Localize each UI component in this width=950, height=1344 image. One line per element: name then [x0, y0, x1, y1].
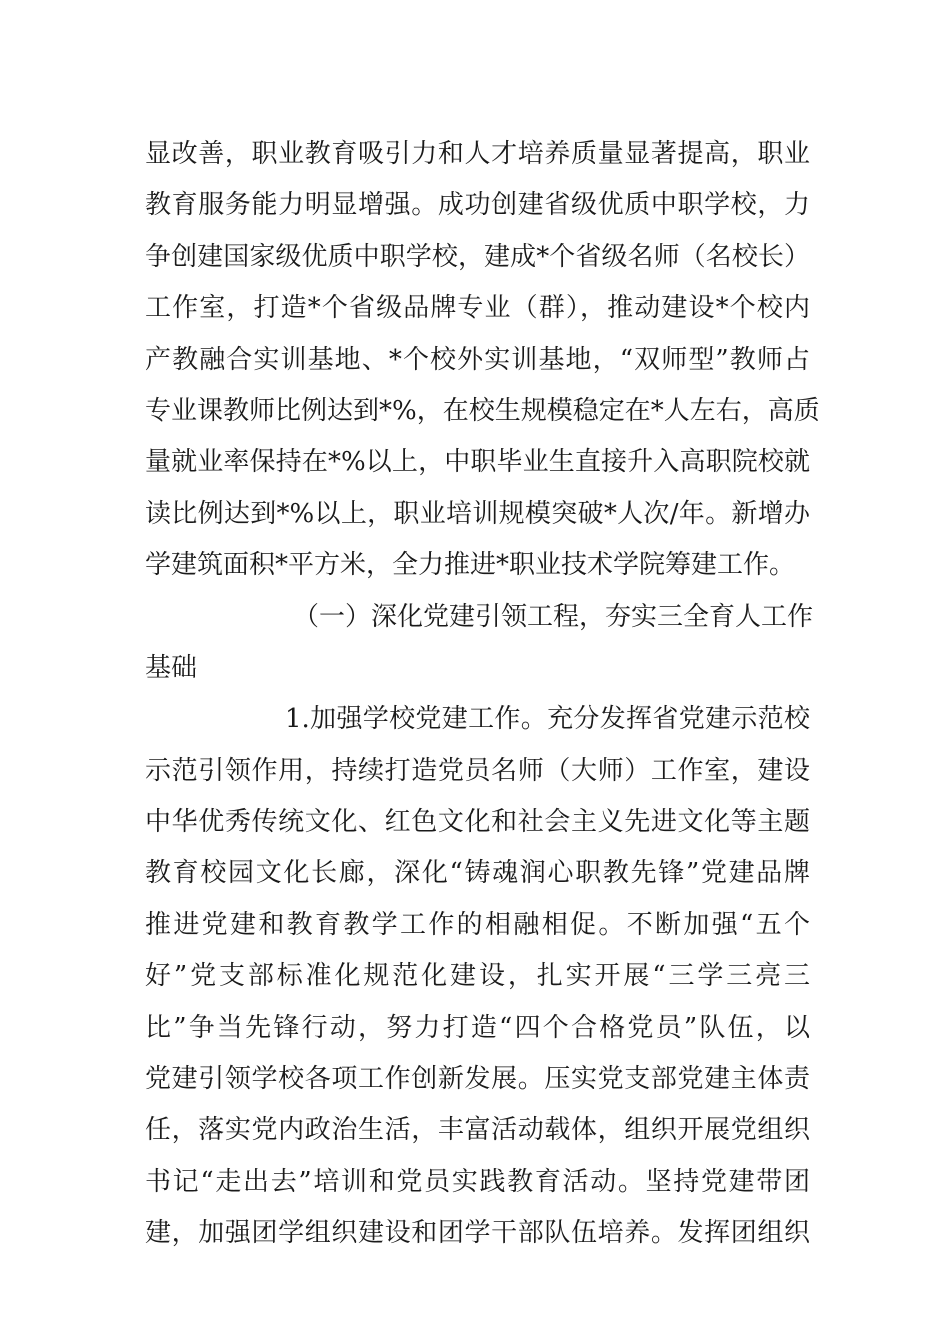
text-line: 党建引领学校各项工作创新发展。压实党支部党建主体责 [145, 1064, 810, 1095]
text-line: 专业课教师比例达到*%，在校生规模稳定在*人左右，高质 [145, 395, 820, 426]
text-line: 好”党支部标准化规范化建设，扎实开展“三学三亮三 [145, 961, 810, 992]
section-heading-line: （一）深化党建引领工程，夯实三全育人工作 [293, 601, 814, 632]
text-line: 比”争当先锋行动，努力打造“四个合格党员”队伍，以 [145, 1012, 810, 1043]
text-line: 推进党建和教育教学工作的相融相促。不断加强“五个 [145, 909, 810, 940]
text-line: 争创建国家级优质中职学校，建成*个省级名师（名校长） [145, 241, 810, 272]
text-line: 示范引领作用，持续打造党员名师（大师）工作室，建设 [145, 755, 810, 786]
text-line: 读比例达到*%以上，职业培训规模突破*人次/年。新增办 [145, 498, 810, 529]
paragraph-goals [145, 129, 820, 1260]
text-line: 教育服务能力明显增强。成功创建省级优质中职学校，力 [145, 190, 810, 221]
text-line: 显改善，职业教育吸引力和人才培养质量显著提高，职业 [145, 139, 810, 169]
text-line: 教育校园文化长廊，深化“铸魂润心职教先锋”党建品牌 [145, 858, 810, 889]
text-line: 学建筑面积*平方米，全力推进*职业技术学院筹建工作。 [145, 550, 796, 581]
section-heading-line: 基础 [145, 652, 198, 683]
text-line: 产教融合实训基地、*个校外实训基地，“双师型”教师占 [145, 344, 810, 375]
text-line: 建，加强团学组织建设和团学干部队伍培养。发挥团组织 [145, 1218, 810, 1249]
text-line: 书记“走出去”培训和党员实践教育活动。坚持党建带团 [145, 1166, 810, 1197]
text-line: 工作室，打造*个省级品牌专业（群），推动建设*个校内 [145, 293, 810, 324]
text-line: 中华优秀传统文化、红色文化和社会主义先进文化等主题 [145, 807, 810, 838]
item-heading-line: 1.加强学校党建工作。充分发挥省党建示范校 [285, 704, 810, 735]
text-line: 量就业率保持在*%以上，中职毕业生直接升入高职院校就 [145, 447, 810, 478]
text-line: 任，落实党内政治生活，丰富活动载体，组织开展党组织 [145, 1115, 810, 1146]
